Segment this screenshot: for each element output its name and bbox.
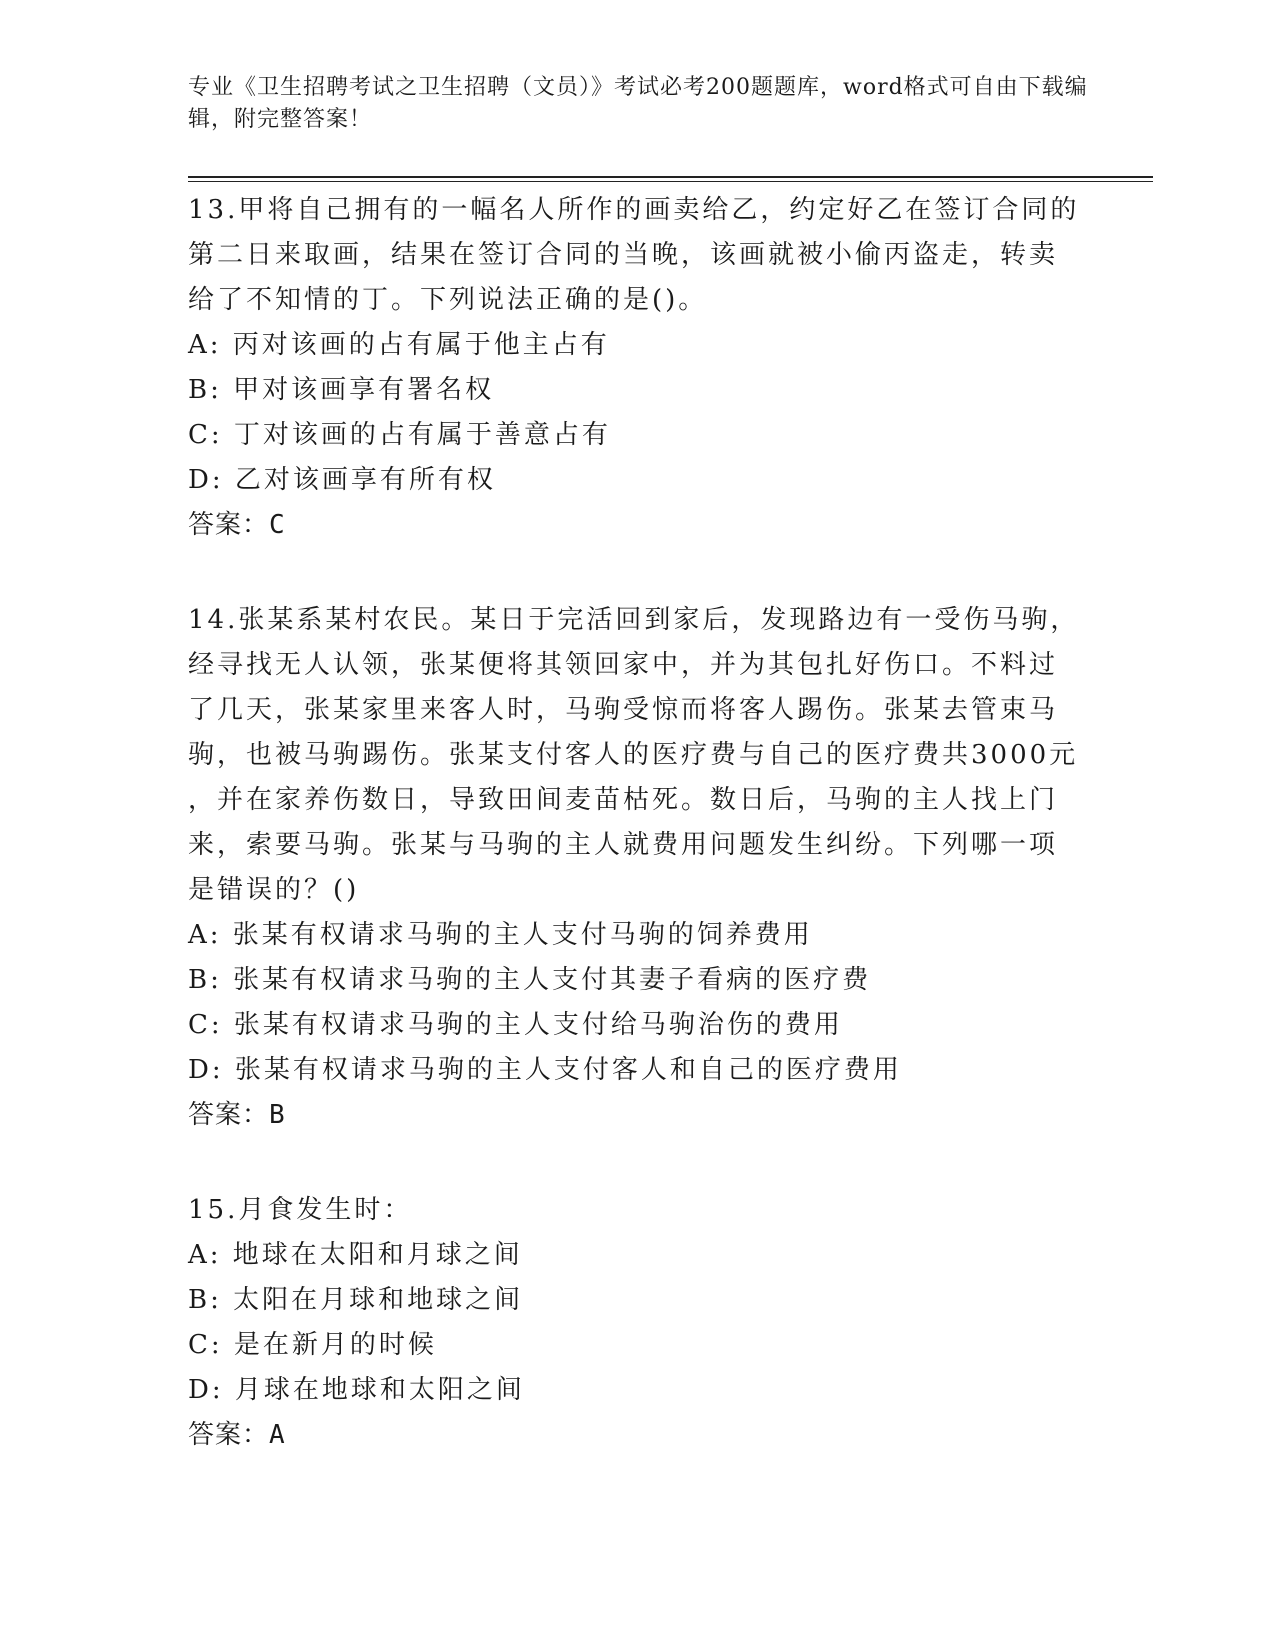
answer-value: B — [269, 1100, 286, 1130]
question-13 — [188, 188, 1088, 548]
answer-line — [188, 1093, 1088, 1138]
option-d: D: 乙对该画享有所有权 — [188, 465, 496, 495]
option-c: C: 张某有权请求马驹的主人支付给马驹治伤的费用 — [188, 1010, 843, 1040]
question-stem-line: 驹，也被马驹踢伤。张某支付客人的医疗费与自己的医疗费共3000元 — [188, 740, 1079, 770]
question-stem-line: 15.月食发生时： — [188, 1195, 413, 1225]
option-b: B: 张某有权请求马驹的主人支付其妻子看病的医疗费 — [188, 965, 872, 995]
answer-line — [188, 503, 1088, 548]
question-stem-line: 14.张某系某村农民。某日于完活回到家后，发现路边有一受伤马驹， — [188, 605, 1080, 635]
option-c: C: 丁对该画的占有属于善意占有 — [188, 420, 611, 450]
option-d: D: 月球在地球和太阳之间 — [188, 1375, 525, 1405]
page-header-title: 专业《卫生招聘考试之卫生招聘（文员）》考试必考200题题库，word格式可自由下载编辑，附完整答案！ — [188, 75, 1088, 132]
option-a: A: 地球在太阳和月球之间 — [188, 1240, 523, 1270]
question-list — [188, 188, 1088, 1508]
question-stem-line: 给了不知情的丁。下列说法正确的是()。 — [188, 285, 708, 315]
header-divider-thick — [188, 176, 1153, 178]
question-stem-line: 来，索要马驹。张某与马驹的主人就费用问题发生纠纷。下列哪一项 — [188, 830, 1059, 860]
header-divider — [188, 176, 1153, 182]
header-divider-thin — [188, 181, 1153, 182]
question-stem-line: 第二日来取画，结果在签订合同的当晚，该画就被小偷丙盗走，转卖 — [188, 240, 1059, 270]
option-d: D: 张某有权请求马驹的主人支付客人和自己的医疗费用 — [188, 1055, 902, 1085]
option-a: A: 张某有权请求马驹的主人支付马驹的饲养费用 — [188, 920, 813, 950]
answer-line — [188, 1413, 1088, 1458]
option-c: C: 是在新月的时候 — [188, 1330, 437, 1360]
option-a: A: 丙对该画的占有属于他主占有 — [188, 330, 610, 360]
question-stem-line: 了几天，张某家里来客人时，马驹受惊而将客人踢伤。张某去管束马 — [188, 695, 1059, 725]
question-stem-line: 13.甲将自己拥有的一幅名人所作的画卖给乙，约定好乙在签订合同的 — [188, 195, 1080, 225]
question-15 — [188, 1188, 1088, 1458]
answer-value: A — [269, 1420, 286, 1450]
answer-label: 答案： — [188, 510, 270, 540]
question-stem-line: ，并在家养伤数日，导致田间麦苗枯死。数日后，马驹的主人找上门 — [188, 785, 1059, 815]
question-stem-line: 经寻找无人认领，张某便将其领回家中，并为其包扎好伤口。不料过 — [188, 650, 1059, 680]
option-b: B: 甲对该画享有署名权 — [188, 375, 495, 405]
answer-label: 答案： — [188, 1100, 270, 1130]
question-stem-line: 是错误的？() — [188, 875, 360, 905]
answer-value: C — [269, 510, 286, 540]
question-14 — [188, 598, 1088, 1138]
answer-label: 答案： — [188, 1420, 270, 1450]
option-b: B: 太阳在月球和地球之间 — [188, 1285, 524, 1315]
